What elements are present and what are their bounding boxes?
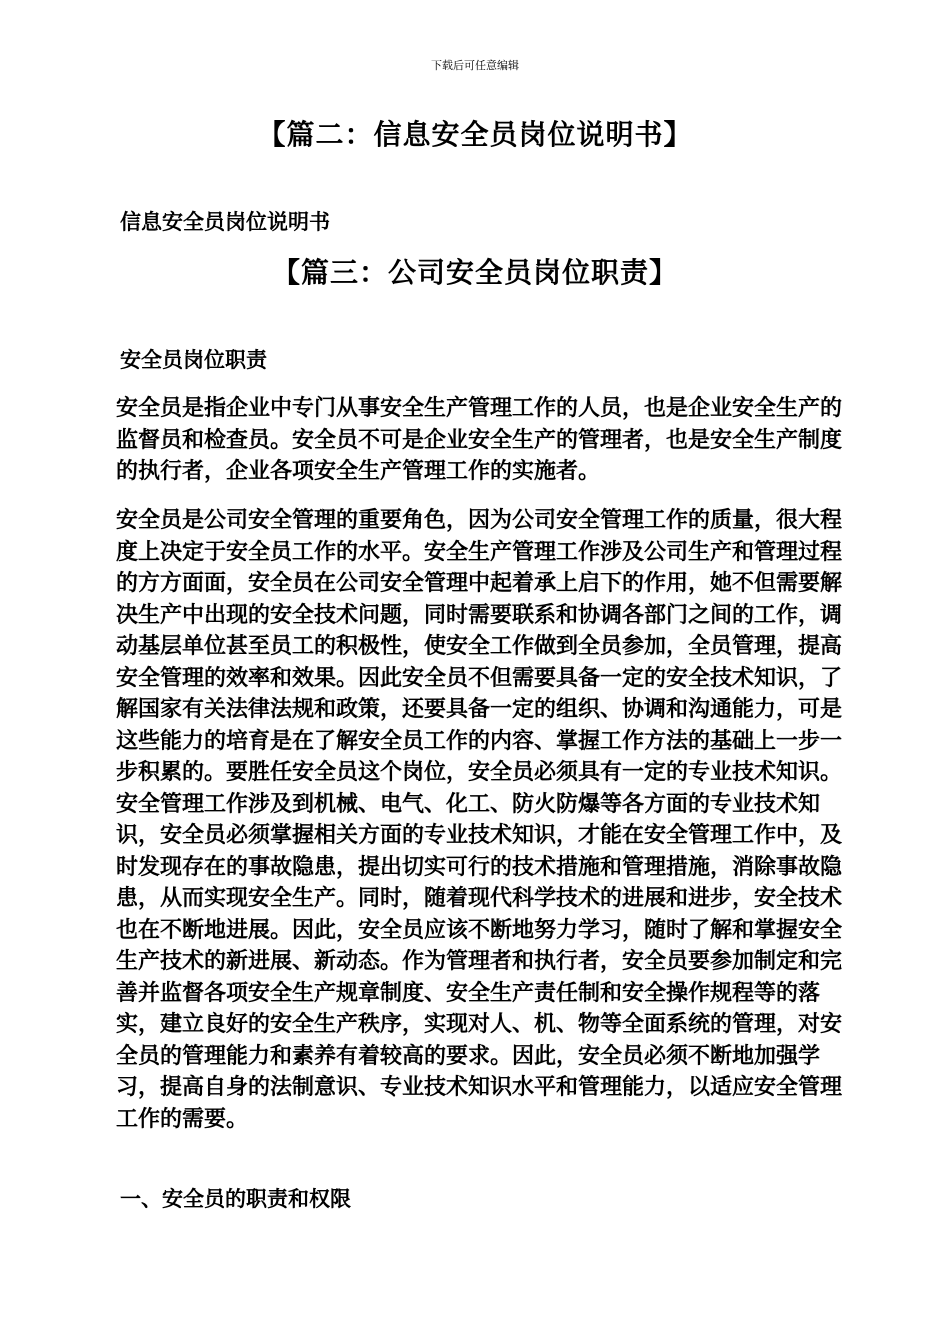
subheading-duties-and-authority: 一、安全员的职责和权限 [120,1187,351,1211]
paragraph-1: 安全员是指企业中专门从事安全生产管理工作的人员，也是企业安全生产的监督员和检查员。安全员不可是企业安全生产的管理者，也是安全生产制度的执行者，企业各项安全生产管理工作的实施者。 [116,396,843,484]
subheading-info-security-job-description: 信息安全员岗位说明书 [120,210,330,234]
paragraph-2: 安全员是公司安全管理的重要角色，因为公司安全管理工作的质量，很大程度上决定于安全员工作的水平。安全生产管理工作涉及公司生产和管理过程的方方面面，安全员在公司安全管理中起着承上启下的作用，她不但需要解决生产中出现的安全技术问题，同时需要联系和协调各部门之间的工作，调动基层单位甚至员工的积极性，使安全工作做到全员参加，全员管理，提高安全管理的效率和效果。因此安全员不但需要具备一定的安全技术知识，了解国家有关法律法规和政策，还要具备一定的组织、协调和沟通能力，可是这些能力的培育是在了解安全员工作的内容、掌握工作方法的基础上一步一步积累的。要胜任安全员这个岗位，安全员必须具有一定的专业技术知识。安全管理工作涉及到机械、电气、化工、防火防爆等各方面的专业技术知识，安全员必须掌握相关方面的专业技术知识，才能在安全管理工作中，及时发现存在的事故隐患，提出切实可行的技术措施和管理措施，消除事故隐患，从而实现安全生产。同时，随着现代科学技术的进展和进步，安全技术也在不断地进展。因此，安全员应该不断地努力学习，随时了解和掌握安全生产技术的新进展、新动态。作为管理者和执行者，安全员要参加制定和完善并监督各项安全生产规章制度、安全生产责任制和安全操作规程等的落实，建立良好的安全生产秩序，实现对人、机、物等全面系统的管理，对安全员的管理能力和素养有着较高的要求。因此，安全员必须不断地加强学习，提高自身的法制意识、专业技术知识水平和管理能力，以适应安全管理工作的需要。 [116,508,843,1132]
header-note: 下载后可任意编辑 [431,59,519,72]
subheading-safety-officer-duties: 安全员岗位职责 [120,348,267,372]
section-title-2: 【篇二：信息安全员岗位说明书】 [257,118,693,151]
section-title-3: 【篇三：公司安全员岗位职责】 [271,256,678,289]
